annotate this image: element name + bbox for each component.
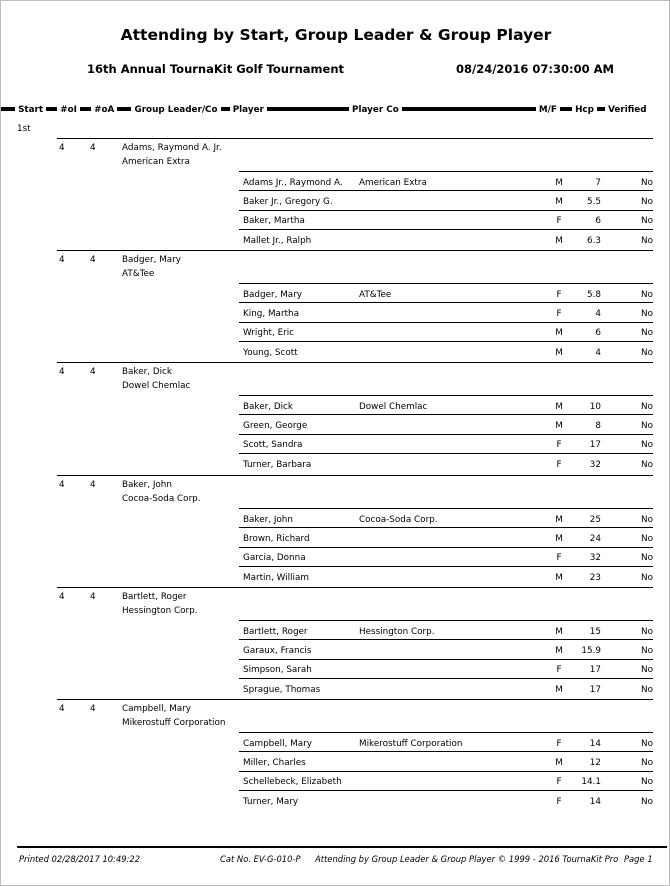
player-name: Baker Jr., Gregory G. <box>243 197 333 207</box>
player-gender: M <box>555 646 563 656</box>
group-company: American Extra <box>122 157 190 167</box>
player-gender: M <box>555 328 563 338</box>
group-leader: Campbell, Mary <box>122 704 191 714</box>
player-verified: No <box>641 534 653 544</box>
group-oa: 4 <box>90 704 96 714</box>
player-handicap: 6 <box>595 216 601 226</box>
player-name: Adams Jr., Raymond A. <box>243 178 343 188</box>
group-company: Dowel Chemlac <box>122 381 191 391</box>
player-company: Mikerostuff Corporation <box>359 739 463 749</box>
player-name: Turner, Mary <box>243 797 299 807</box>
group-leader: Baker, John <box>122 480 172 490</box>
player-handicap: 6.3 <box>587 236 601 246</box>
footer-page: Page 1 <box>624 854 653 864</box>
player-handicap: 10 <box>589 402 601 412</box>
group-oi: 4 <box>59 592 65 602</box>
player-handicap: 6 <box>595 328 601 338</box>
group-oi: 4 <box>59 704 65 714</box>
player-name: Scott, Sandra <box>243 440 303 450</box>
player-row-divider <box>239 566 653 567</box>
player-gender: M <box>555 685 563 695</box>
col-hcp: Hcp <box>575 105 594 115</box>
player-verified: No <box>641 739 653 749</box>
player-gender: M <box>555 236 563 246</box>
player-gender: M <box>555 197 563 207</box>
player-gender: F <box>556 216 562 226</box>
report-subtitle: 16th Annual TournaKit Golf Tournament <box>87 62 345 76</box>
player-name: Bartlett, Roger <box>243 627 308 637</box>
group-leader: Baker, Dick <box>122 367 172 377</box>
player-handicap: 24 <box>589 534 601 544</box>
player-company: Dowel Chemlac <box>359 402 428 412</box>
footer-printed: Printed 02/28/2017 10:49:22 <box>19 854 141 864</box>
col-mf: M/F <box>538 105 557 115</box>
player-verified: No <box>641 515 653 525</box>
player-row-divider <box>239 395 653 396</box>
group-company: AT&Tee <box>122 269 155 279</box>
player-row-divider <box>239 434 653 435</box>
player-handicap: 4 <box>595 309 601 319</box>
group-oi: 4 <box>59 255 65 265</box>
player-verified: No <box>641 440 653 450</box>
group-oa: 4 <box>90 143 96 153</box>
player-gender: M <box>555 348 563 358</box>
player-name: Martin, William <box>243 573 309 583</box>
group-divider <box>57 587 653 588</box>
group-oa: 4 <box>90 480 96 490</box>
player-verified: No <box>641 553 653 563</box>
player-row-divider <box>239 229 653 230</box>
player-name: King, Martha <box>243 309 299 319</box>
player-name: Baker, John <box>243 515 293 525</box>
player-handicap: 14 <box>589 739 601 749</box>
player-verified: No <box>641 328 653 338</box>
player-row-divider <box>239 283 653 284</box>
player-verified: No <box>641 627 653 637</box>
player-gender: M <box>555 627 563 637</box>
player-gender: M <box>555 178 563 188</box>
player-gender: F <box>556 290 562 300</box>
player-company: Hessington Corp. <box>359 627 435 637</box>
player-name: Baker, Dick <box>243 402 293 412</box>
player-name: Young, Scott <box>243 348 298 358</box>
group-oa: 4 <box>90 592 96 602</box>
player-verified: No <box>641 573 653 583</box>
player-name: Badger, Mary <box>243 290 303 300</box>
player-handicap: 17 <box>589 665 601 675</box>
player-verified: No <box>641 236 653 246</box>
player-handicap: 8 <box>595 421 601 431</box>
player-row-divider <box>239 453 653 454</box>
player-name: Green, George <box>243 421 308 431</box>
player-row-divider <box>239 171 653 172</box>
player-name: Sprague, Thomas <box>243 685 321 695</box>
footer-divider <box>17 846 667 848</box>
player-row-divider <box>239 527 653 528</box>
player-row-divider <box>239 639 653 640</box>
footer-copyright: Attending by Group Leader & Group Player © 1999 - 2016 TournaKit Pro <box>315 854 619 864</box>
player-verified: No <box>641 197 653 207</box>
group-divider <box>57 699 653 700</box>
player-name: Mallet Jr., Ralph <box>243 236 312 246</box>
player-row-divider <box>239 771 653 772</box>
player-company: AT&Tee <box>359 290 392 300</box>
group-divider <box>57 475 653 476</box>
player-verified: No <box>641 777 653 787</box>
group-divider <box>57 138 653 139</box>
col-oi: #oI <box>60 105 77 115</box>
player-gender: M <box>555 515 563 525</box>
player-row-divider <box>239 302 653 303</box>
player-gender: F <box>556 739 562 749</box>
player-verified: No <box>641 758 653 768</box>
col-start: Start <box>18 105 44 115</box>
player-verified: No <box>641 402 653 412</box>
player-handicap: 17 <box>589 440 601 450</box>
player-gender: F <box>556 665 562 675</box>
player-verified: No <box>641 348 653 358</box>
player-handicap: 32 <box>589 460 601 470</box>
col-player-co: Player Co <box>352 105 399 115</box>
col-player: Player <box>232 105 264 115</box>
player-handicap: 15 <box>589 627 601 637</box>
group-leader: Bartlett, Roger <box>122 592 187 602</box>
player-row-divider <box>239 620 653 621</box>
player-name: Schellebeck, Elizabeth <box>243 777 342 787</box>
player-gender: F <box>556 309 562 319</box>
player-name: Miller, Charles <box>243 758 306 768</box>
player-handicap: 14 <box>589 797 601 807</box>
group-leader: Badger, Mary <box>122 255 182 265</box>
player-verified: No <box>641 421 653 431</box>
player-handicap: 23 <box>589 573 601 583</box>
player-handicap: 15.9 <box>581 646 601 656</box>
player-handicap: 14.1 <box>581 777 601 787</box>
col-verified: Verified <box>608 105 647 115</box>
player-handicap: 25 <box>589 515 601 525</box>
player-handicap: 32 <box>589 553 601 563</box>
player-row-divider <box>239 547 653 548</box>
player-verified: No <box>641 646 653 656</box>
player-row-divider <box>239 678 653 679</box>
player-row-divider <box>239 190 653 191</box>
group-divider <box>57 250 653 251</box>
player-name: Simpson, Sarah <box>243 665 312 675</box>
group-company: Cocoa-Soda Corp. <box>122 494 201 504</box>
player-handicap: 4 <box>595 348 601 358</box>
report-title: Attending by Start, Group Leader & Group Player <box>120 26 552 44</box>
footer-catalog: Cat No. EV-G-010-P <box>220 854 301 864</box>
group-oi: 4 <box>59 143 65 153</box>
player-gender: M <box>555 758 563 768</box>
player-row-divider <box>239 322 653 323</box>
player-gender: F <box>556 553 562 563</box>
player-name: Baker, Martha <box>243 216 305 226</box>
player-row-divider <box>239 790 653 791</box>
player-row-divider <box>239 732 653 733</box>
player-company: American Extra <box>359 178 427 188</box>
player-row-divider <box>239 508 653 509</box>
player-handicap: 5.5 <box>587 197 601 207</box>
report-datetime: 08/24/2016 07:30:00 AM <box>456 62 614 76</box>
start-group-label: 1st <box>17 124 31 134</box>
player-gender: F <box>556 797 562 807</box>
player-verified: No <box>641 216 653 226</box>
player-name: Garcia, Donna <box>243 553 306 563</box>
group-company: Mikerostuff Corporation <box>122 718 226 728</box>
player-handicap: 5.8 <box>587 290 601 300</box>
group-oa: 4 <box>90 255 96 265</box>
player-row-divider <box>239 341 653 342</box>
col-oa: #oA <box>94 105 115 115</box>
player-handicap: 12 <box>589 758 601 768</box>
player-row-divider <box>239 414 653 415</box>
player-name: Campbell, Mary <box>243 739 312 749</box>
player-gender: F <box>556 460 562 470</box>
player-handicap: 17 <box>589 685 601 695</box>
player-gender: F <box>556 777 562 787</box>
player-verified: No <box>641 797 653 807</box>
col-leader: Group Leader/Co <box>134 105 218 115</box>
player-company: Cocoa-Soda Corp. <box>359 515 438 525</box>
column-header-row <box>1 105 647 117</box>
player-name: Turner, Barbara <box>243 460 312 470</box>
group-oi: 4 <box>59 367 65 377</box>
group-divider <box>57 362 653 363</box>
player-gender: M <box>555 573 563 583</box>
player-verified: No <box>641 178 653 188</box>
player-name: Wright, Eric <box>243 328 295 338</box>
player-gender: M <box>555 402 563 412</box>
player-gender: M <box>555 534 563 544</box>
player-row-divider <box>239 751 653 752</box>
player-name: Garaux, Francis <box>243 646 312 656</box>
player-gender: F <box>556 440 562 450</box>
player-row-divider <box>239 210 653 211</box>
player-gender: M <box>555 421 563 431</box>
player-verified: No <box>641 309 653 319</box>
player-row-divider <box>239 659 653 660</box>
group-company: Hessington Corp. <box>122 606 198 616</box>
group-oi: 4 <box>59 480 65 490</box>
player-name: Brown, Richard <box>243 534 310 544</box>
player-verified: No <box>641 290 653 300</box>
player-verified: No <box>641 665 653 675</box>
player-handicap: 7 <box>595 178 601 188</box>
group-oa: 4 <box>90 367 96 377</box>
player-verified: No <box>641 460 653 470</box>
group-leader: Adams, Raymond A. Jr. <box>122 143 222 153</box>
player-verified: No <box>641 685 653 695</box>
